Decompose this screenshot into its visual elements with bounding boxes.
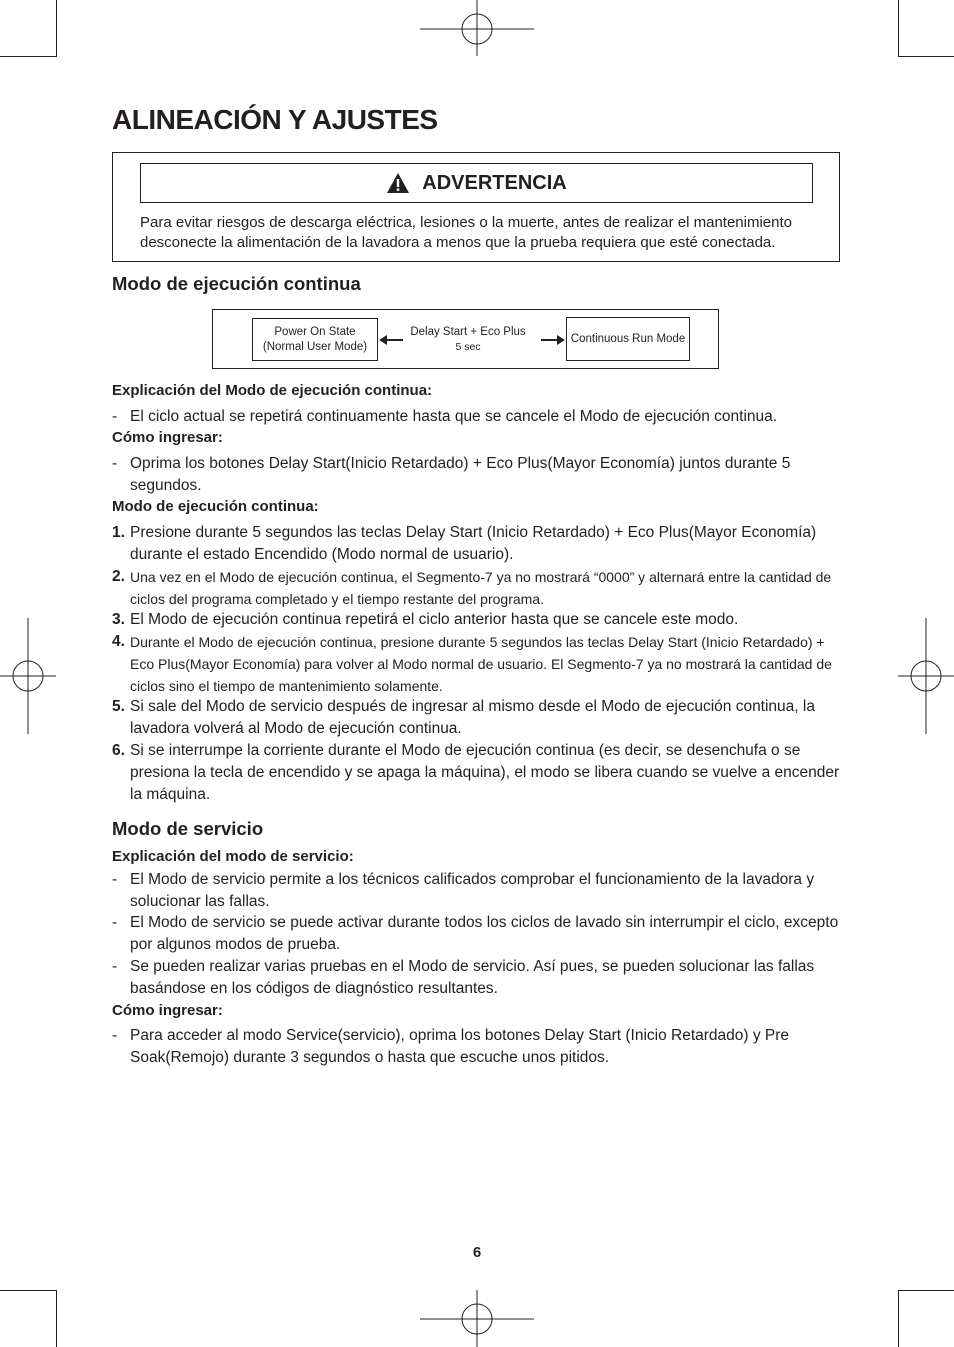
bullet-dash: -: [112, 1027, 118, 1044]
step-item: [112, 631, 847, 697]
step-number: 4.: [112, 633, 125, 650]
warning-heading-label: ADVERTENCIA: [422, 171, 567, 194]
warning-box: [112, 152, 840, 262]
bullet-dash: -: [112, 455, 118, 472]
step-text: Una vez en el Modo de ejecución continua, el Segmento-7 ya no mostrará “0000” y alternará entre la cantidad de ciclos del programa completado y el tiempo restante del programa.: [130, 569, 832, 607]
warning-heading: [140, 163, 813, 203]
page-title: ALINEACIÓN Y AJUSTES: [112, 104, 438, 135]
step-text: Presione durante 5 segundos las teclas Delay Start (Inicio Retardado) + Eco Plus(Mayor Economía) durante el estado Encendido (Modo normal de usuario).: [130, 524, 817, 563]
flow-box-continuous-run-label: Continuous Run Mode: [570, 332, 686, 345]
step-text: Si se interrumpe la corriente durante el Modo de ejecución continua (es decir, se desenchufa o se presiona la tecla de encendido y se apaga la máquina), el modo se libera cuando se vuelve a encender la máquina.: [130, 742, 840, 803]
section-heading-service: Modo de servicio: [112, 818, 264, 839]
registration-mark-right: [896, 618, 954, 734]
step-item: [112, 696, 847, 740]
registration-mark-bottom: [420, 1290, 534, 1347]
bullet-dash: -: [112, 958, 118, 975]
step-number: 3.: [112, 611, 125, 628]
arrow-right-icon: [541, 333, 565, 347]
bullet-dash: -: [112, 871, 118, 888]
list-item-text: Se pueden realizar varias pruebas en el Modo de servicio. Así pues, se pueden solucionar las fallas basándose en los códigos de diagnóstico resultantes.: [130, 958, 815, 997]
registration-mark-top: [420, 0, 534, 60]
list-item: [112, 406, 847, 428]
step-number: 5.: [112, 698, 125, 715]
step-item: [112, 740, 847, 806]
step-number: 2.: [112, 568, 125, 585]
list-item-text: Oprima los botones Delay Start(Inicio Retardado) + Eco Plus(Mayor Economía) juntos durante 5 segundos.: [130, 455, 791, 494]
list-item: [112, 453, 847, 497]
service-how-label: Cómo ingresar:: [112, 1002, 223, 1019]
step-number: 1.: [112, 524, 125, 541]
page-number: 6: [472, 1244, 482, 1261]
flow-box-continuous-run: [566, 317, 690, 361]
flow-action-duration: 5 sec: [455, 341, 481, 353]
list-item-text: Para acceder al modo Service(servicio), oprima los botones Delay Start (Inicio Retardado) y Pre Soak(Remojo) durante 3 segundos o hasta que escuche unos pitidos.: [130, 1027, 790, 1066]
section-heading-continuous: Modo de ejecución continua: [112, 273, 361, 294]
bullet-dash: -: [112, 914, 118, 931]
flow-diagram: [212, 309, 719, 369]
continuous-mode-label: Modo de ejecución continua:: [112, 498, 319, 515]
step-text: Si sale del Modo de servicio después de ingresar al mismo desde el Modo de ejecución continua, la lavadora volverá al Modo de ejecución continua.: [130, 698, 815, 737]
registration-mark-left: [0, 618, 60, 734]
continuous-how-label: Cómo ingresar:: [112, 429, 223, 446]
list-item: [112, 1025, 847, 1069]
flow-action-keys: Delay Start + Eco Plus: [410, 326, 526, 338]
bullet-dash: -: [112, 408, 118, 425]
flow-box-power-on-line1: Power On State: [274, 325, 356, 338]
arrow-left-icon: [379, 333, 403, 347]
continuous-explanation-label: Explicación del Modo de ejecución continua:: [112, 382, 433, 399]
list-item: [112, 956, 847, 1000]
flow-action: [403, 325, 533, 355]
flow-box-power-on: [252, 318, 378, 361]
step-item: [112, 609, 847, 631]
service-explanation-label: Explicación del modo de servicio:: [112, 848, 354, 865]
list-item-text: El Modo de servicio se puede activar durante todos los ciclos de lavado sin interrumpir el ciclo, excepto por algunos modos de prueba.: [130, 914, 839, 953]
step-text: Durante el Modo de ejecución continua, presione durante 5 segundos las teclas Delay Start (Inicio Retardado) + Eco Plus(Mayor Economía) para volver al Modo normal de usuario. El Segmento-7 ya no mostrará la cantidad de ciclos sino el tiempo de mantenimiento solamente.: [130, 634, 832, 694]
list-item: [112, 869, 847, 913]
list-item: [112, 912, 847, 956]
warning-text: Para evitar riesgos de descarga eléctrica, lesiones o la muerte, antes de realizar el mantenimiento desconecte la alimentación de la lavadora a menos que la prueba requiera que esté conectada.: [140, 214, 793, 251]
list-item-text: El ciclo actual se repetirá continuamente hasta que se cancele el Modo de ejecución continua.: [130, 408, 778, 425]
step-number: 6.: [112, 742, 125, 759]
flow-box-power-on-line2: (Normal User Mode): [262, 340, 368, 353]
warning-triangle-icon: [386, 172, 410, 194]
step-text: El Modo de ejecución continua repetirá el ciclo anterior hasta que se cancele este modo.: [130, 611, 739, 628]
step-item: [112, 566, 847, 610]
list-item-text: El Modo de servicio permite a los técnicos calificados comprobar el funcionamiento de la lavadora y solucionar las fallas.: [130, 871, 815, 910]
step-item: [112, 522, 847, 566]
